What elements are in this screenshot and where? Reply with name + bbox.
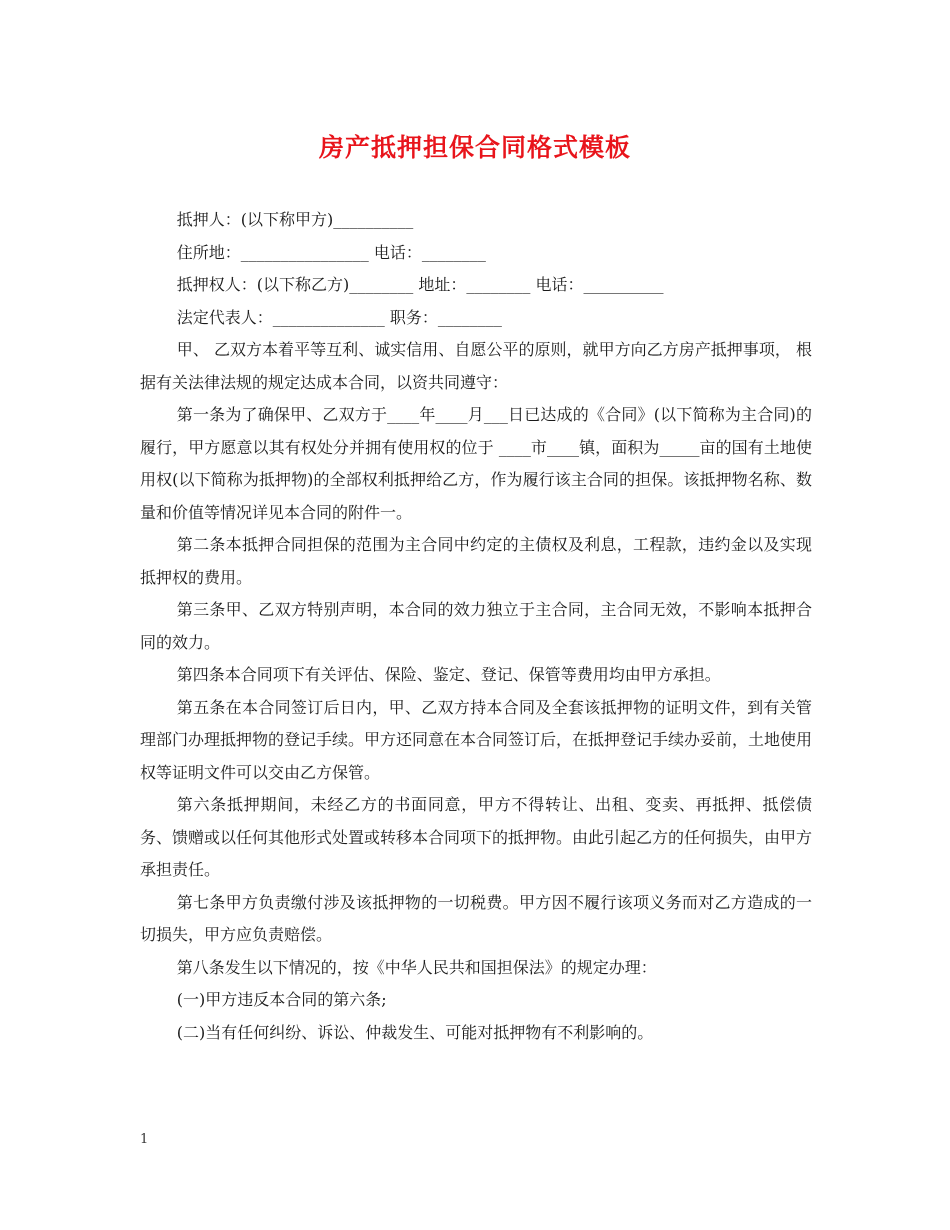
article-6: 第六条抵押期间，未经乙方的书面同意，甲方不得转让、出租、变卖、再抵押、抵偿债务、馈赠或以任何其他形式处置或转移本合同项下的抵押物。由此引起乙方的任何损失，由甲方承担责任。 (140, 795, 813, 879)
legal-representative-line: 法定代表人：______________ 职务：________ (176, 307, 502, 327)
article-4: 第四条本合同项下有关评估、保险、鉴定、登记、保管等费用均由甲方承担。 (176, 665, 721, 684)
preamble-paragraph: 甲、 乙双方本着平等互利、诚实信用、自愿公平的原则，就甲方向乙方房产抵押事项， 根据有关法律法规的规定达成本合同，以资共同遵守： (140, 340, 812, 392)
document-body (140, 204, 812, 1049)
article-2: 第二条本抵押合同担保的范围为主合同中约定的主债权及利息，工程款，违约金以及实现抵押权的费用。 (140, 535, 812, 587)
article-1: 第一条为了确保甲、乙双方于____年____月___日已达成的《合同》(以下简称为主合同)的履行，甲方愿意以其有权处分并拥有使用权的位于 ____市____镇，面积为_____亩的国有土地使用权(以下简称为抵押物)的全部权利抵押给乙方，作为履行该主合同的担保。该抵押物名称、数量和价值等情况详见本合同的附件一。 (140, 405, 812, 522)
party-a-address-line: 住所地：________________ 电话：________ (176, 242, 486, 262)
article-8-item-2: (二)当有任何纠纷、诉讼、仲裁发生、可能对抵押物有不利影响的。 (176, 1022, 654, 1042)
article-8: 第八条发生以下情况的，按《中华人民共和国担保法》的规定办理： (176, 957, 657, 977)
article-7: 第七条甲方负责缴付涉及该抵押物的一切税费。甲方因不履行该项义务而对乙方造成的一切损失，甲方应负责赔偿。 (140, 892, 812, 944)
party-a-line: 抵押人：(以下称甲方)__________ (176, 210, 414, 229)
party-b-line: 抵押权人：(以下称乙方)________ 地址：________ 电话：__________ (176, 275, 664, 294)
article-3: 第三条甲、乙双方特别声明，本合同的效力独立于主合同，主合同无效，不影响本抵押合同的效力。 (140, 600, 812, 652)
document-title: 房产抵押担保合同格式模板 (318, 133, 631, 162)
page-number: 1 (140, 1132, 149, 1147)
article-8-item-1: (一)甲方违反本合同的第六条; (176, 990, 387, 1009)
article-5: 第五条在本合同签订后日内，甲、乙双方持本合同及全套该抵押物的证明文件，到有关管理部门办理抵押物的登记手续。甲方还同意在本合同签订后，在抵押登记手续办妥前，土地使用权等证明文件可以交由乙方保管。 (140, 697, 813, 782)
